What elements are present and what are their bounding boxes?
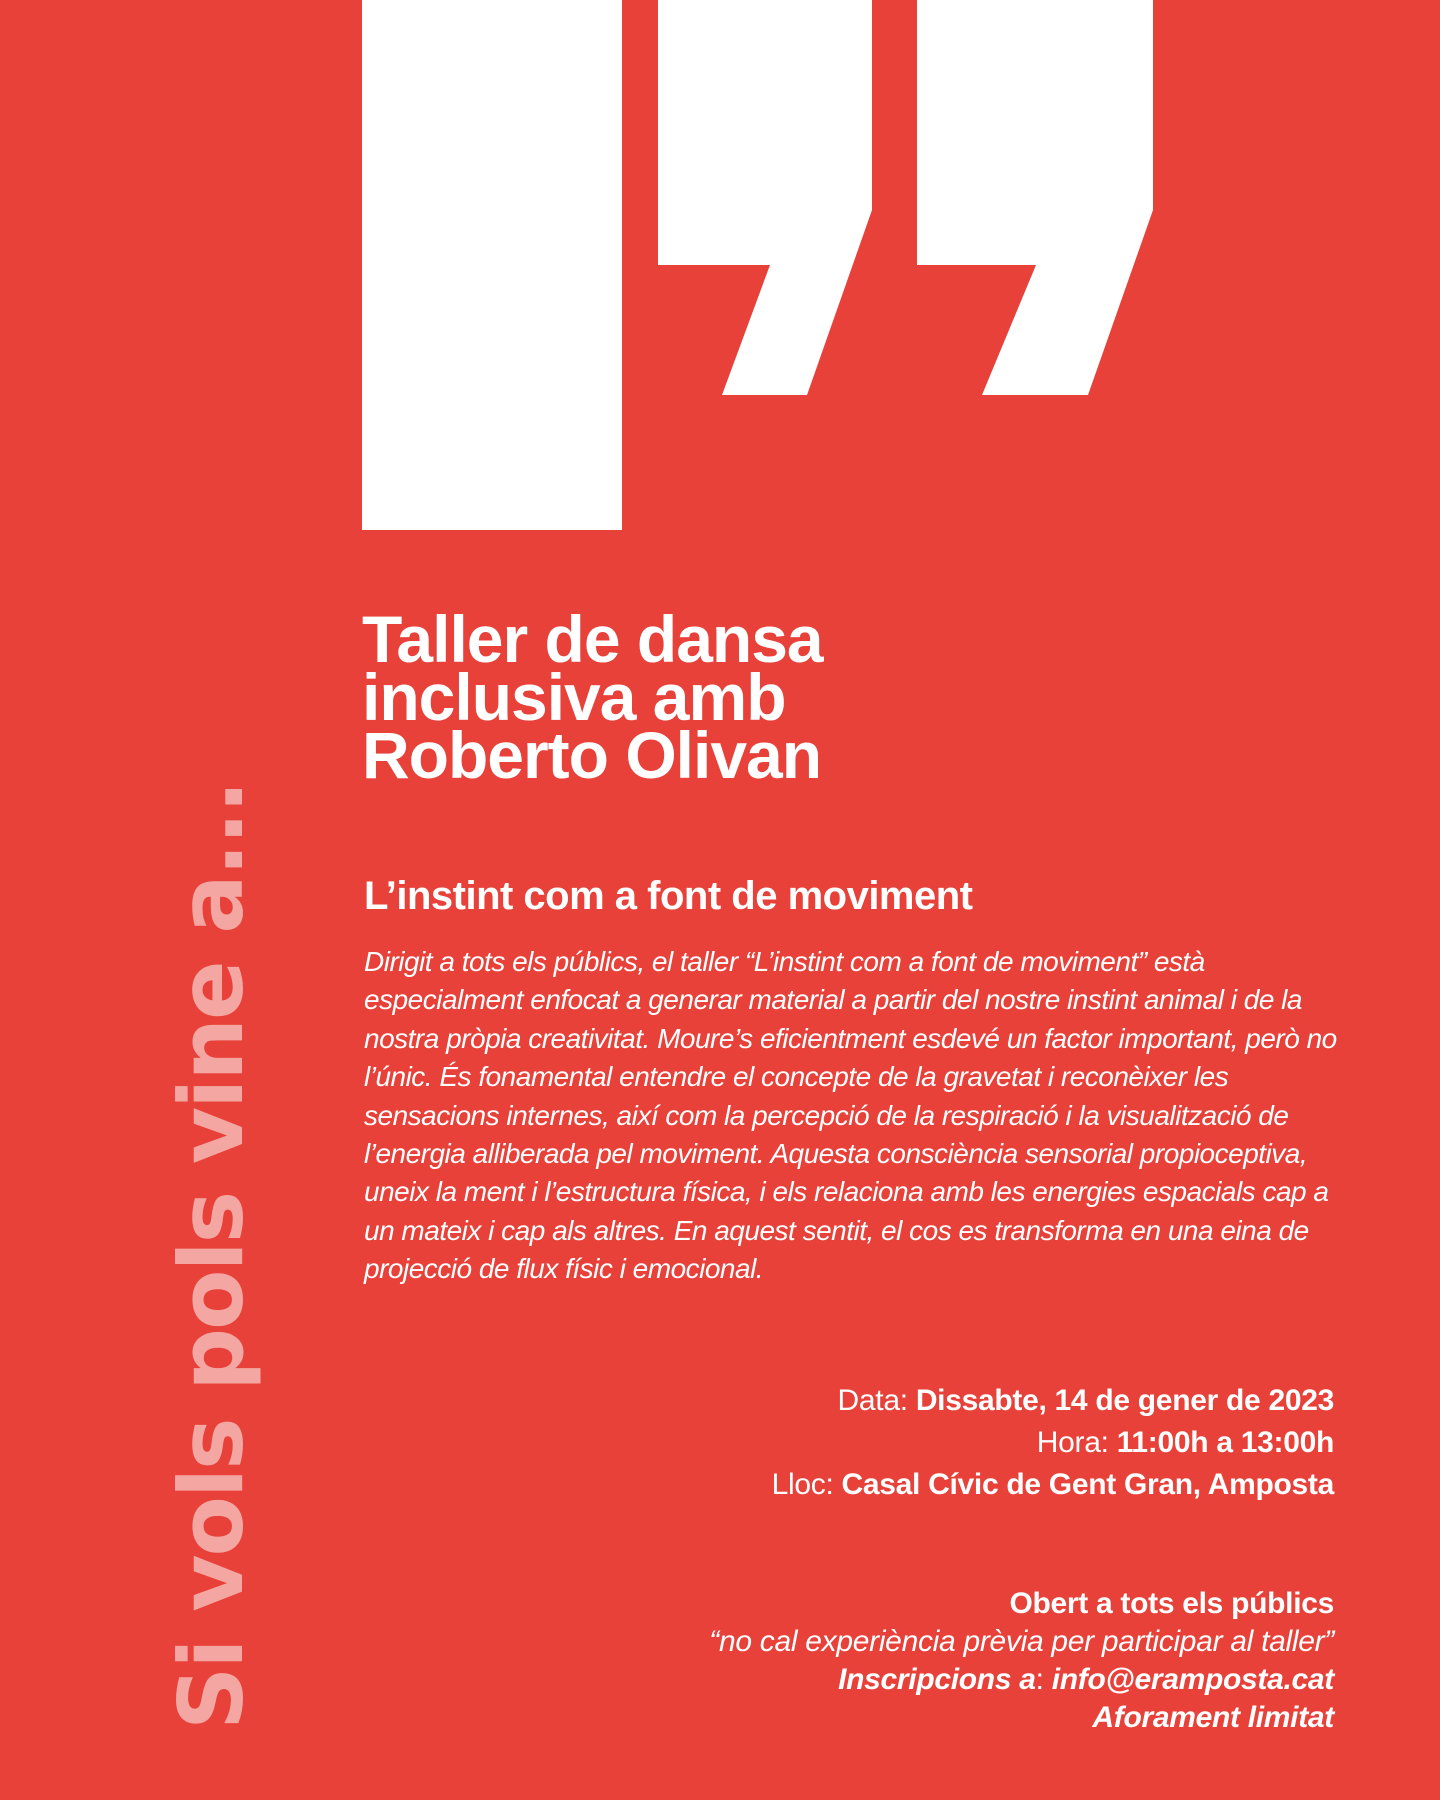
title-line: inclusiva amb — [362, 660, 786, 734]
registration-label: Inscripcions a — [838, 1663, 1036, 1696]
footer-notes — [434, 1585, 1334, 1737]
quote-mark-graphic — [362, 0, 1162, 530]
date-line — [434, 1380, 1334, 1422]
vertical-tagline: Si vols pols vine a... — [160, 782, 263, 1730]
workshop-description: Dirigit a tots els públics, el taller “L’instint com a font de moviment” està especialment enfocat a generar material a partir del nostre instint animal i de la nostra pròpia creativitat. Moure’s eficientment esdevé un factor important, però no l’únic. És fonamental entendre el concepte de la gravetat i reconèixer les sensacions internes, així com la percepció de la respiració i la visualització de l’energia alliberada pel moviment. Aquesta consciència sensorial propioceptiva, uneix la ment i l’estructura física, i els relaciona amb les energies espacials cap a un mateix i cap als altres. En aquest sentit, el cos es transforma en una eina de projecció de flux físic i emocional. — [364, 946, 1337, 1285]
place-line — [434, 1464, 1334, 1506]
time-value: 11:00h a 13:00h — [1116, 1426, 1334, 1459]
workshop-title — [362, 602, 1362, 792]
time-line — [434, 1422, 1334, 1464]
place-label: Lloc: — [771, 1468, 834, 1501]
registration-separator: : — [1035, 1663, 1044, 1696]
event-details — [434, 1380, 1334, 1506]
limited-capacity: Aforament limitat — [1092, 1701, 1334, 1734]
registration-line — [434, 1661, 1334, 1699]
time-label: Hora: — [1036, 1426, 1109, 1459]
title-line: Roberto Olivan — [362, 718, 822, 792]
title-line: Taller de dansa — [362, 602, 823, 676]
date-value: Dissabte, 14 de gener de 2023 — [915, 1384, 1334, 1417]
open-to-all: Obert a tots els públics — [1009, 1587, 1334, 1620]
registration-email[interactable]: info@eramposta.cat — [1051, 1663, 1334, 1696]
place-value: Casal Cívic de Gent Gran, Amposta — [841, 1468, 1334, 1501]
workshop-subtitle: L’instint com a font de moviment — [364, 874, 973, 918]
no-experience-note: “no cal experiència prèvia per participar al taller” — [709, 1625, 1334, 1658]
date-label: Data: — [837, 1384, 908, 1417]
